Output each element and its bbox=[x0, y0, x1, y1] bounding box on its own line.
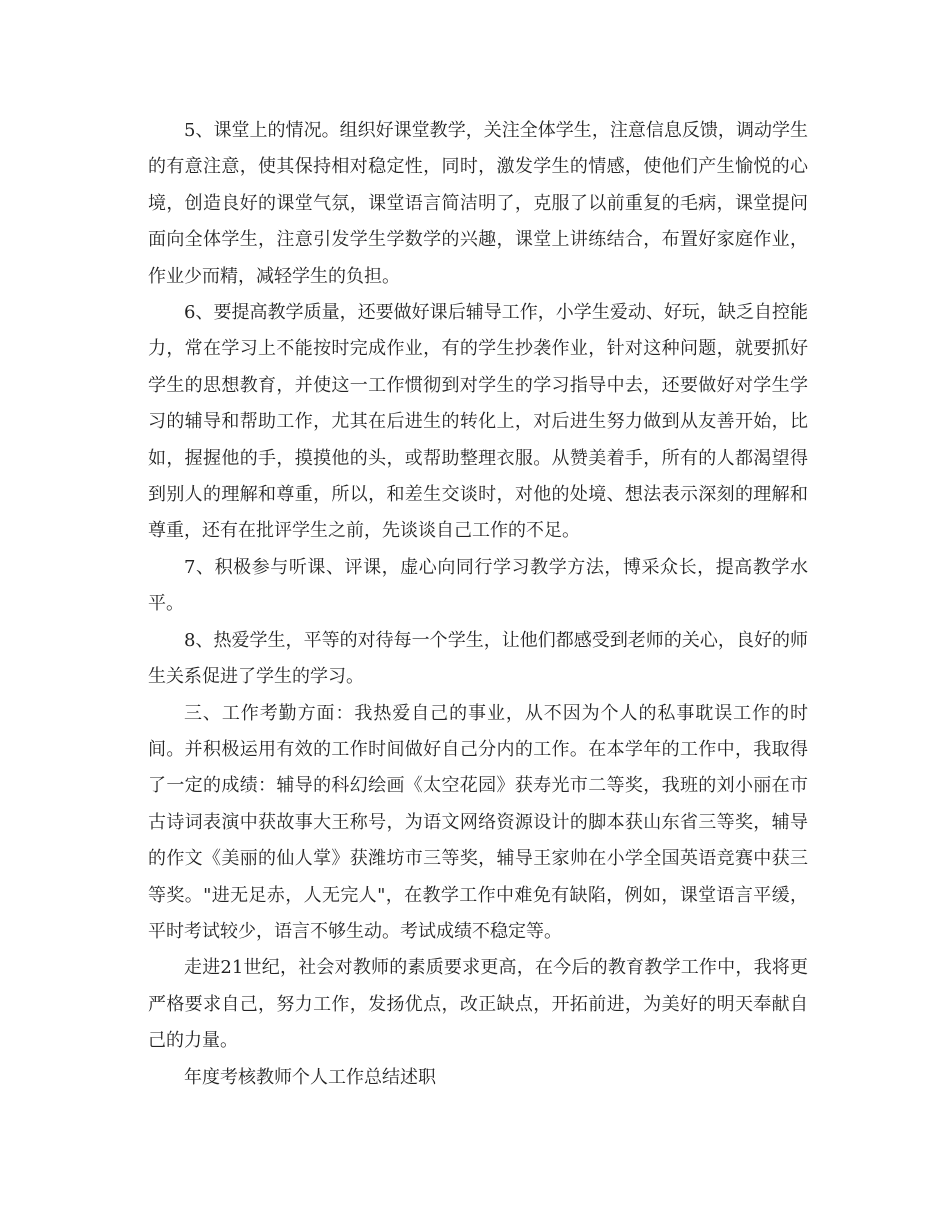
paragraph-item-8: 8、热爱学生，平等的对待每一个学生，让他们都感受到老师的关心，良好的师生关系促进了学生的学习。 bbox=[148, 629, 808, 688]
paragraph-item-7: 7、积极参与听课、评课，虚心向同行学习教学方法，博采众长，提高教学水平。 bbox=[148, 556, 808, 615]
document-body bbox=[148, 113, 808, 1096]
paragraph-outlook: 走进21世纪，社会对教师的素质要求更高，在今后的教育教学工作中，我将更严格要求自己，努力工作，发扬优点，改正缺点，开拓前进，为美好的明天奉献自己的力量。 bbox=[148, 957, 808, 1052]
paragraph-attendance: 三、工作考勤方面：我热爱自己的事业，从不因为个人的私事耽误工作的时间。并积极运用有效的工作时间做好自己分内的工作。在本学年的工作中，我取得了一定的成绩：辅导的科幻绘画《太空花园》获寿光市二等奖，我班的刘小丽在市古诗词表演中获故事大王称号，为语文网络资源设计的脚本获山东省三等奖，辅导的作文《美丽的仙人掌》获潍坊市三等奖，辅导王家帅在小学全国英语竞赛中获三等奖。"进无足赤，人无完人"，在教学工作中难免有缺陷，例如，课堂语言平缓，平时考试较少，语言不够生动。考试成绩不稳定等。 bbox=[148, 702, 808, 942]
paragraph-next-title: 年度考核教师个人工作总结述职 bbox=[184, 1066, 436, 1088]
paragraph-item-6: 6、要提高教学质量，还要做好课后辅导工作，小学生爱动、好玩，缺乏自控能力，常在学习上不能按时完成作业，有的学生抄袭作业，针对这种问题，就要抓好学生的思想教育，并使这一工作惯彻到对学生的学习指导中去，还要做好对学生学习的辅导和帮助工作，尤其在后进生的转化上，对后进生努力做到从友善开始，比如，握握他的手，摸摸他的头，或帮助整理衣服。从赞美着手，所有的人都渴望得到别人的理解和尊重，所以，和差生交谈时，对他的处境、想法表示深刻的理解和尊重，还有在批评学生之前，先谈谈自己工作的不足。 bbox=[148, 302, 808, 542]
paragraph-item-5: 5、课堂上的情况。组织好课堂教学，关注全体学生，注意信息反馈，调动学生的有意注意，使其保持相对稳定性，同时，激发学生的情感，使他们产生愉悦的心境，创造良好的课堂气氛，课堂语言简洁明了，克服了以前重复的毛病，课堂提问面向全体学生，注意引发学生学数学的兴趣，课堂上讲练结合，布置好家庭作业，作业少而精，减轻学生的负担。 bbox=[148, 120, 808, 287]
